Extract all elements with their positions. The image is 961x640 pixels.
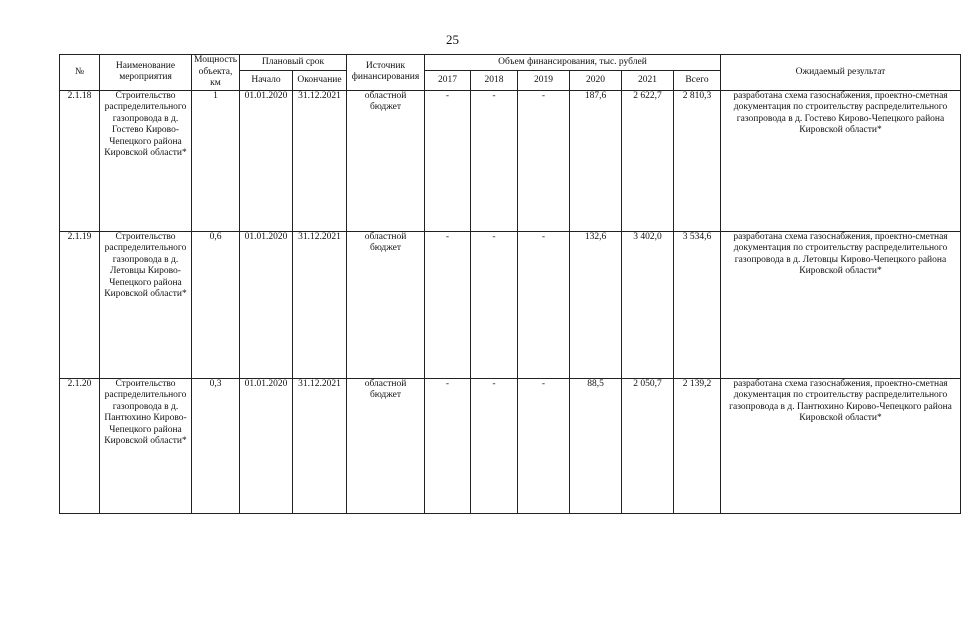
header-total: Всего [674,71,721,90]
row-capacity: 0,6 [192,231,240,378]
header-source: Источник финансирования [347,55,425,91]
row-end: 31.12.2021 [293,231,347,378]
row-result: разработана схема газоснабжения, проектно-сметная документация по строительству распределительного газопровода в д. Летовцы Кирово-Чепецкого района Кировской области* [721,231,961,378]
row-2019: - [518,378,570,513]
header-year-2019: 2019 [518,71,570,90]
row-2018: - [471,231,518,378]
row-2019: - [518,231,570,378]
row-total: 3 534,6 [674,231,721,378]
row-2020: 132,6 [570,231,622,378]
row-start: 01.01.2020 [240,378,293,513]
row-2020: 187,6 [570,90,622,231]
row-2021: 3 402,0 [622,231,674,378]
row-name: Строительство распределительного газопровода в д. Пантюхино Кирово-Чепецкого района Кировской области* [100,378,192,513]
header-year-2020: 2020 [570,71,622,90]
row-source: областной бюджет [347,231,425,378]
row-end: 31.12.2021 [293,378,347,513]
row-2020: 88,5 [570,378,622,513]
header-year-2017: 2017 [425,71,471,90]
header-result: Ожидаемый результат [721,55,961,91]
row-2019: - [518,90,570,231]
header-year-2018: 2018 [471,71,518,90]
row-total: 2 139,2 [674,378,721,513]
row-start: 01.01.2020 [240,231,293,378]
row-name: Строительство распределительного газопровода в д. Летовцы Кирово-Чепецкого района Кировской области* [100,231,192,378]
row-2017: - [425,378,471,513]
row-start: 01.01.2020 [240,90,293,231]
row-2021: 2 050,7 [622,378,674,513]
row-total: 2 810,3 [674,90,721,231]
header-year-2021: 2021 [622,71,674,90]
row-source: областной бюджет [347,90,425,231]
row-num: 2.1.18 [60,90,100,231]
row-num: 2.1.19 [60,231,100,378]
header-name: Наименование мероприятия [100,55,192,91]
row-capacity: 0,3 [192,378,240,513]
row-name: Строительство распределительного газопровода в д. Гостево Кирово-Чепецкого района Кировской области* [100,90,192,231]
row-num: 2.1.20 [60,378,100,513]
row-2017: - [425,231,471,378]
header-planned-term: Плановый срок [240,55,347,71]
header-start: Начало [240,71,293,90]
header-row-1 [60,55,961,71]
table-row [60,378,961,513]
row-source: областной бюджет [347,378,425,513]
row-capacity: 1 [192,90,240,231]
header-capacity: Мощность объекта, км [192,55,240,91]
row-result: разработана схема газоснабжения, проектно-сметная документация по строительству распределительного газопровода в д. Гостево Кирово-Чепецкого района Кировской области* [721,90,961,231]
financing-table [59,54,961,514]
row-2018: - [471,90,518,231]
page-number: 25 [446,32,459,47]
table-row [60,90,961,231]
header-num: № [60,55,100,91]
header-end: Окончание [293,71,347,90]
header-financing: Объем финансирования, тыс. рублей [425,55,721,71]
row-result: разработана схема газоснабжения, проектно-сметная документация по строительству распределительного газопровода в д. Пантюхино Кирово-Чепецкого района Кировской области* [721,378,961,513]
row-2017: - [425,90,471,231]
row-end: 31.12.2021 [293,90,347,231]
row-2018: - [471,378,518,513]
table-row [60,231,961,378]
row-2021: 2 622,7 [622,90,674,231]
